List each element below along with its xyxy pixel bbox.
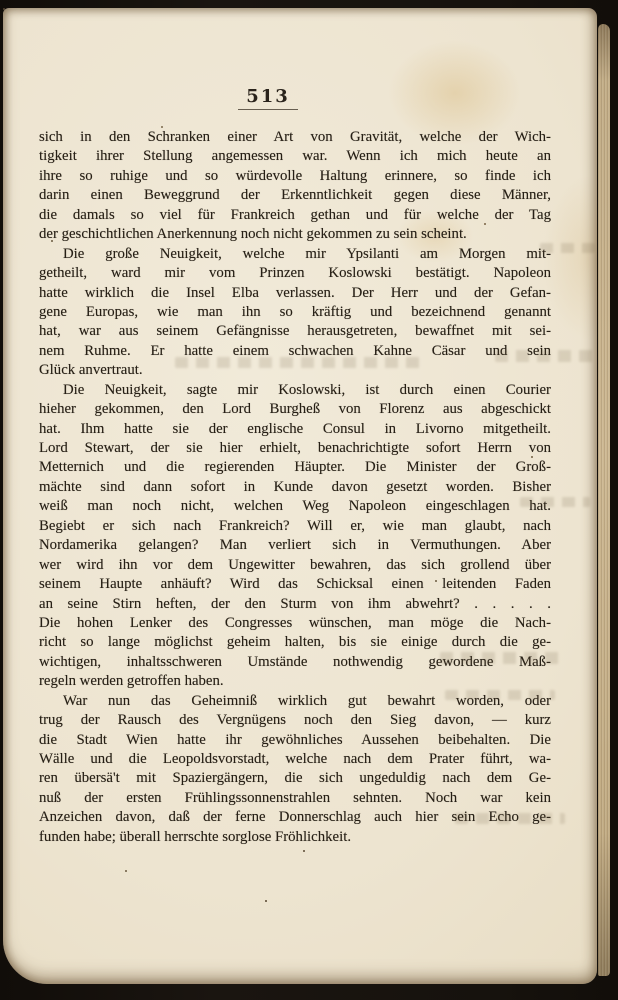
text-line: wichtigen, inhaltsschweren Umstände nothwendig gewordene Maß- [39,653,551,670]
text-line: funden habe; überall herrschte sorglose Fröhlichkeit. [39,828,352,845]
text-line: tigkeit ihrer Stellung angemessen war. Wenn ich mich heute an [39,148,551,165]
text-line: Metternich und die regierenden Häupter. Die Minister der Groß- [39,459,551,476]
text-line: Die Neuigkeit, sagte mir Koslowski, ist durch einen Courier [63,381,551,398]
paper-specks [3,8,5,10]
page-header [3,86,533,110]
bleed-through-mark [445,690,555,700]
bleed-through-mark [520,497,590,507]
text-line: regeln werden getroffen haben. [39,673,224,690]
text-line: seinem Haupte anhäuft? Wird das Schicksal einen leitenden Faden [39,576,551,593]
text-line: Glück anvertraut. [39,362,143,379]
text-line: an seine Stirn heften, der den Sturm von ihm abwehrt? . . . . . [39,595,551,612]
text-line: der geschichtlichen Anerkennung noch nicht gekommen zu sein scheint. [39,226,467,243]
text-line: War nun das Geheimniß wirklich gut bewahrt worden, oder [63,692,551,709]
text-line: trug der Rausch des Vergnügens noch den Sieg davon, — kurz [39,712,551,729]
page-number: 513 [246,86,290,107]
text-line: hat, war aus seinem Gefängnisse herausgetreten, bewaffnet mit sei- [39,323,551,340]
text-line: weiß man noch nicht, welchen Weg Napoleon eingeschlagen hat. [39,498,551,515]
text-line: sich in den Schranken einer Art von Gravität, welche der Wich- [39,129,551,145]
text-line: Begiebt er sich nach Frankreich? Will er, wie man glaubt, nach [39,517,551,534]
bleed-through-mark [455,813,565,824]
text-line: Wälle und die Leopoldsvorstadt, welche nach dem Prater führt, wa- [39,751,551,767]
text-line: ren übersä't mit Spaziergängern, die sich ungeduldig nach dem Ge- [39,770,551,787]
text-line: ihre so ruhige und so würdevolle Haltung erinnere, so finde ich [39,167,551,184]
text-line: Nordamerika gelangen? Man verliert sich in Vermuthungen. Aber [39,537,551,554]
text-line: hat. Ihm hatte sie der englische Consul in Livorno mitgetheilt. [39,420,551,437]
bleed-through-mark [440,652,560,664]
bleed-through-mark [540,243,595,253]
text-line: nem Ruhme. Er hatte einem schwachen Kahne Cäsar und sein [39,342,551,359]
text-line: nuß der ersten Frühlingssonnenstrahlen sehnten. Noch war kein [39,789,551,806]
book-page [3,8,597,984]
text-line: Lord Stewart, der sie hier erhielt, benachrichtigte sofort Herrn von [39,440,551,456]
text-line: hieher gekommen, den Lord Burgheß von Florenz aus abgeschickt [39,401,551,418]
text-block [39,128,551,847]
text-line: richt so lange möglichst geheim halten, bis sie einige durch die ge- [39,634,551,651]
text-line: mächte sind dann sofort in Kunde davon gesetzt worden. Bisher [39,478,551,495]
text-line: Anzeichen davon, daß der ferne Donnerschlag auch hier sein Echo ge- [39,809,551,826]
text-line: die Stadt Wien hatte ihr gewöhnliches Aussehen beibehalten. Die [39,731,551,748]
page-number-rule [238,109,298,110]
book-page-edges [598,24,610,976]
text-line: gene Europas, wie man ihn so kräftig und bezeichnend genannt [39,303,551,320]
text-line: hatte wirklich die Insel Elba verlassen. Der Herr und der Gefan- [39,284,551,301]
text-line: Die große Neuigkeit, welche mir Ypsilanti am Morgen mit- [63,245,551,262]
text-line: wer wird ihn vor dem Ungewitter bewahren, das sich grollend über [39,556,551,573]
text-line: getheilt, ward mir vom Prinzen Koslowski bestätigt. Napoleon [39,265,551,282]
text-line: die damals so viel für Frankreich gethan und für welche der Tag [39,206,551,223]
text-line: Die hohen Lenker des Congresses wünschen, man möge die Nach- [39,614,551,631]
bleed-through-mark [495,350,595,362]
text-line: darin einen Beweggrund der Erkenntlichkeit gegen diese Männer, [39,187,551,204]
bleed-through-mark [175,357,420,368]
